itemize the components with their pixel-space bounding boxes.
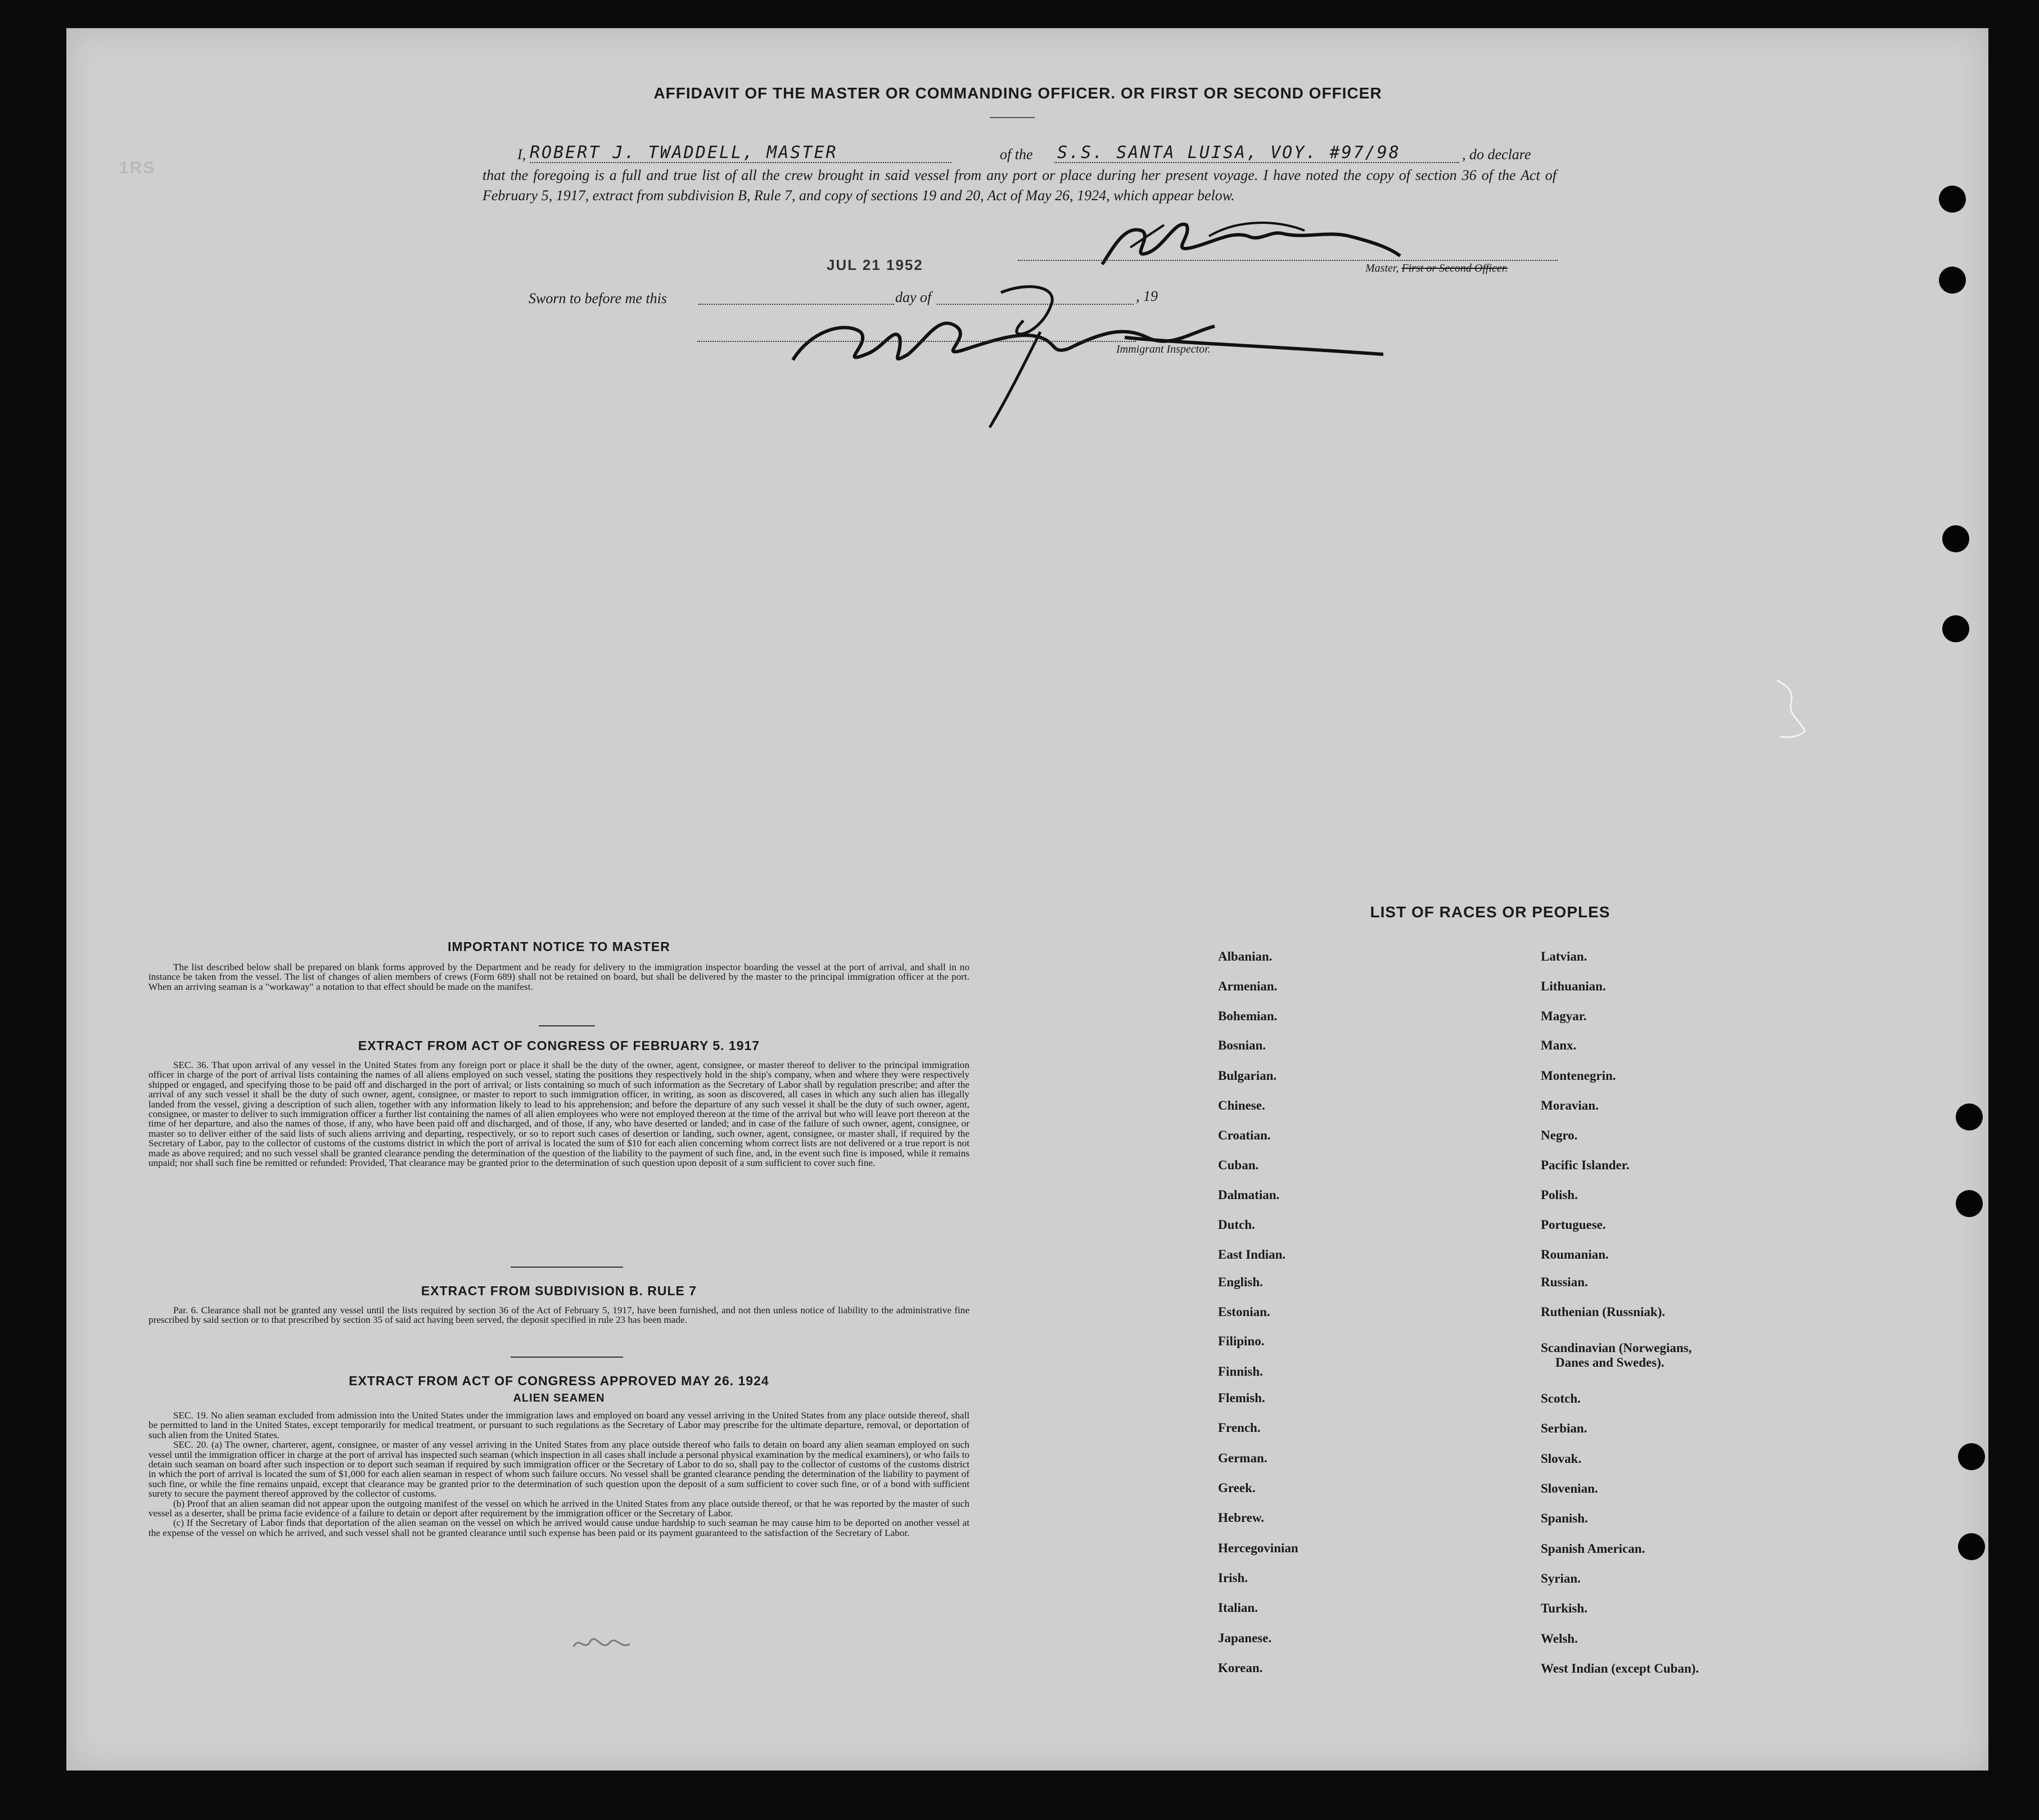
day-of-label: day of: [895, 289, 932, 305]
race-item: Dutch.: [1218, 1218, 1255, 1232]
section-divider: [511, 1267, 623, 1268]
race-item: Magyar.: [1541, 1009, 1587, 1023]
sworn-label: Sworn to before me this: [529, 290, 667, 307]
race-item: West Indian (except Cuban).: [1541, 1661, 1699, 1675]
races-title: LIST OF RACES OR PEOPLES: [1370, 903, 1611, 921]
sec20a-text: SEC. 20. (a) The owner, charterer, agent, consignee, or master of any vessel arriving in the United States from any place outside thereof who fails to detain on board any alien seaman employed on such vessel until the immigration officer in charge at the port of arrival has inspected such seaman (which inspection in all cases shall include a personal physical examination by the medical examiners), or who fails to detain such seaman on board after such inspection or to deport such seaman if required by such immigration officer or the Secretary of Labor to do so, shall pay to the collector of customs of the customs district in which the port of arrival is located the sum of $1,000 for each alien seaman in respect of whom such failure occurs. No vessel shall be granted clearance pending the determination of the liability to payment of such fine, or while the fine remains unpaid, except that clearance may be granted prior to the determination of such question upon the deposit of a sum sufficient to cover such fine, or of a bond with sufficient surety to secure the payment thereof approved by the collector of customs.: [148, 1439, 969, 1499]
race-item: Hebrew.: [1218, 1511, 1264, 1525]
race-item: Scandinavian (Norwegians,: [1541, 1341, 1692, 1355]
inspector-signature: [787, 270, 1395, 439]
master-label: Master,: [1365, 262, 1399, 274]
notice-section: [148, 939, 969, 992]
race-item: Danes and Swedes).: [1555, 1355, 1664, 1369]
race-item: Flemish.: [1218, 1391, 1265, 1405]
race-item: Slovak.: [1541, 1452, 1582, 1466]
master-signature: [1091, 214, 1406, 270]
race-item: German.: [1218, 1451, 1267, 1465]
affidavit-paragraph: that the foregoing is a full and true list of all the crew brought in said vessel from any port or place during her present voyage. I have noted the copy of section 36 of the Act of February 5, 1917, extract from subdivision B, Rule 7, and copy of sections 19 and 20, Act of May 26, 1924, which appear below.: [482, 167, 1557, 204]
race-item: Scotch.: [1541, 1391, 1581, 1405]
extract-1917-text: SEC. 36. That upon arrival of any vessel in the United States from any foreign port or place it shall be the duty of the owner, agent, consignee, or master thereof to deliver to the principal immigration officer in charge of the port of arrival lists containing the names of all aliens employed on such vessel, stating the positions they respectively hold in the ship's company, when and where they were respectively shipped or engaged, and specifying those to be paid off and discharged in the port of arrival; or lists containing so much of such information as the Secretary of Labor shall by regulation prescribe; and after the arrival of any such vessel it shall be the duty of such owner, agent, consignee, or master to report to such immigration officer, in writing, as soon as discovered, all cases in which any such alien has illegally landed from the vessel, giving a description of such alien, together with any information likely to lead to his apprehension; and before the departure of any such vessel it shall be the duty of such owner, agent, consignee, or master to deliver to such immigration officer a further list containing the names of all alien employees who were not employed thereon at the time of the arrival but who will leave port thereon at the time of her departure, and also the names of those, if any, who have been paid off and discharged, and of those, if any, who have deserted or landed; and in case of the failure of such owner, agent, consignee, or master so to deliver either of the said lists of such aliens arriving and departing, respectively, or so to report such cases of desertion or landing, such owner, agent, consignee, or master shall, if required by the Secretary of Labor, pay to the collector of customs of the customs district in which the port of arrival is located the sum of $10 for each alien concerning whom correct lists are not delivered or a true report is not made as above required; and no such vessel shall be granted clearance pending the determination of the question of the liability to the payment of such fine, and, in the event such fine is imposed, while it remains unpaid; nor shall such fine be remitted or refunded: Provided, That clearance may be granted prior to the determination of such question upon deposit of a sum sufficient to cover such fine.: [148, 1060, 969, 1169]
master-name-rule: [530, 162, 951, 163]
master-name: ROBERT J. TWADDELL, MASTER: [530, 143, 838, 163]
do-declare-label: , do declare: [1462, 146, 1531, 163]
binder-hole: [1939, 267, 1966, 294]
race-item: East Indian.: [1218, 1247, 1286, 1262]
race-item: Irish.: [1218, 1571, 1248, 1585]
affidavit-line1: [517, 143, 1558, 165]
sec19-text: SEC. 19. No alien seaman excluded from admission into the United States under the immigration laws and employed on board any vessel arriving in the United States from any place outside thereof, shall be permitted to land in the United States, except temporarily for medical treatment, or pursuant to such regulations as the Secretary of Labor may prescribe for the ultimate departure, removal, or deportation of such alien from the United States.: [148, 1410, 969, 1440]
race-item: Latvian.: [1541, 949, 1587, 963]
rule7-text: Par. 6. Clearance shall not be granted any vessel until the lists required by section 36 of the Act of February 5, 1917, have been furnished, and not then unless notice of liability to the administrative fine prescribed by said section or to that prescribed by section 35 of said act having been served, the deposit specified in rule 23 has been made.: [148, 1305, 969, 1326]
year-prefix: , 19: [1136, 288, 1158, 304]
race-item: Croatian.: [1218, 1128, 1271, 1142]
race-item: Bulgarian.: [1218, 1069, 1277, 1083]
binder-hole: [1942, 615, 1969, 642]
affidavit-title: AFFIDAVIT OF THE MASTER OR COMMANDING OFFICER. OR FIRST OR SECOND OFFICER: [653, 84, 1382, 102]
race-item: Chinese.: [1218, 1098, 1265, 1112]
binder-hole: [1958, 1443, 1985, 1470]
race-item: Korean.: [1218, 1661, 1263, 1675]
binder-hole: [1956, 1103, 1983, 1130]
race-item: Montenegrin.: [1541, 1069, 1616, 1083]
race-item: Spanish.: [1541, 1511, 1588, 1525]
alien-seamen-subtitle: ALIEN SEAMEN: [513, 1392, 605, 1404]
race-item: Welsh.: [1541, 1632, 1578, 1646]
race-item: Roumanian.: [1541, 1247, 1609, 1262]
race-item: Cuban.: [1218, 1158, 1259, 1172]
sec20b-text: (b) Proof that an alien seaman did not appear upon the outgoing manifest of the vessel on which he arrived in the United States from any place outside thereof, or that he was reported by the master of such vessel as a deserter, shall be prima facie evidence of a failure to detain or deport after requirement by the immigration officer or the Secretary of Labor.: [148, 1498, 969, 1519]
extract-1917-section: [148, 1038, 969, 1168]
of-the-label: of the: [1000, 146, 1033, 163]
extract-1924-title: EXTRACT FROM ACT OF CONGRESS APPROVED MAY 26. 1924: [349, 1373, 769, 1388]
faint-stamp-bottom: [568, 1630, 635, 1658]
race-item: Filipino.: [1218, 1334, 1265, 1348]
master-signature-rule: [1018, 260, 1558, 261]
binder-hole: [1939, 186, 1966, 213]
race-item: Armenian.: [1218, 979, 1278, 993]
extract-1917-title: EXTRACT FROM ACT OF CONGRESS OF FEBRUARY 5. 1917: [358, 1038, 760, 1053]
line1-prefix: I,: [517, 146, 526, 163]
race-item: English.: [1218, 1275, 1263, 1289]
pencil-mark: [1766, 675, 1811, 742]
race-item: French.: [1218, 1421, 1261, 1435]
race-item: Dalmatian.: [1218, 1188, 1280, 1202]
race-item: Bosnian.: [1218, 1038, 1266, 1052]
race-item: Albanian.: [1218, 949, 1273, 963]
race-item: Portuguese.: [1541, 1218, 1606, 1232]
extract-1924-section: [148, 1373, 969, 1538]
binder-hole: [1956, 1190, 1983, 1217]
race-item: Finnish.: [1218, 1364, 1263, 1378]
race-item: Hercegovinian: [1218, 1541, 1298, 1555]
binder-hole: [1958, 1533, 1985, 1560]
faint-stamp-mark: 1RS: [119, 159, 156, 177]
race-item: Spanish American.: [1541, 1542, 1645, 1556]
vessel-name: S.S. SANTA LUISA, VOY. #97/98: [1057, 143, 1401, 163]
race-item: Estonian.: [1218, 1305, 1270, 1319]
vessel-rule: [1054, 162, 1459, 163]
section-divider: [539, 1025, 595, 1026]
race-item: Negro.: [1541, 1128, 1578, 1142]
race-item: Polish.: [1541, 1188, 1578, 1202]
rule7-title: EXTRACT FROM SUBDIVISION B. RULE 7: [421, 1283, 697, 1298]
date-stamp: JUL 21 1952: [827, 256, 923, 273]
sec20c-text: (c) If the Secretary of Labor finds that deportation of the alien seaman on the vessel on which he arrived would cause undue hardship to such seaman he may cause him to be deported on another vessel at the expense of the vessel on which he arrived, and such vessel shall not be granted clearance until such expense has been paid or its payment guaranteed to the satisfaction of the Secretary of Labor.: [148, 1517, 969, 1538]
race-item: Russian.: [1541, 1275, 1588, 1289]
race-item: Ruthenian (Russniak).: [1541, 1305, 1666, 1319]
notice-title: IMPORTANT NOTICE TO MASTER: [448, 939, 670, 954]
race-item: Manx.: [1541, 1038, 1577, 1052]
race-item: Japanese.: [1218, 1631, 1272, 1645]
race-item: Moravian.: [1541, 1098, 1599, 1112]
race-item: Slovenian.: [1541, 1481, 1598, 1495]
race-item: Bohemian.: [1218, 1009, 1278, 1023]
race-item: Pacific Islander.: [1541, 1158, 1630, 1172]
officer-label-struck: First or Second Officer.: [1401, 262, 1508, 274]
race-item: Serbian.: [1541, 1421, 1587, 1435]
inspector-rule: [697, 341, 1136, 342]
binder-hole: [1942, 525, 1969, 552]
inspector-label: Immigrant Inspector.: [1116, 343, 1211, 355]
race-item: Italian.: [1218, 1601, 1258, 1615]
title-dash: [990, 117, 1035, 118]
race-item: Syrian.: [1541, 1571, 1581, 1585]
rule7-section: [148, 1283, 969, 1325]
notice-text: The list described below shall be prepared on blank forms approved by the Department and be ready for delivery to the immigration inspector boarding the vessel at the port of arrival, and shall in no instance be taken from the vessel. The list of changes of alien members of crews (Form 689) shall not be retained on board, but shall be delivered by the master to the principal immigration officer at the port. When an arriving seaman is a "workaway" a notation to that effect should be made on the manifest.: [148, 962, 969, 992]
section-divider: [511, 1357, 623, 1358]
race-item: Turkish.: [1541, 1601, 1587, 1615]
race-item: Lithuanian.: [1541, 979, 1606, 993]
race-item: Greek.: [1218, 1481, 1256, 1495]
